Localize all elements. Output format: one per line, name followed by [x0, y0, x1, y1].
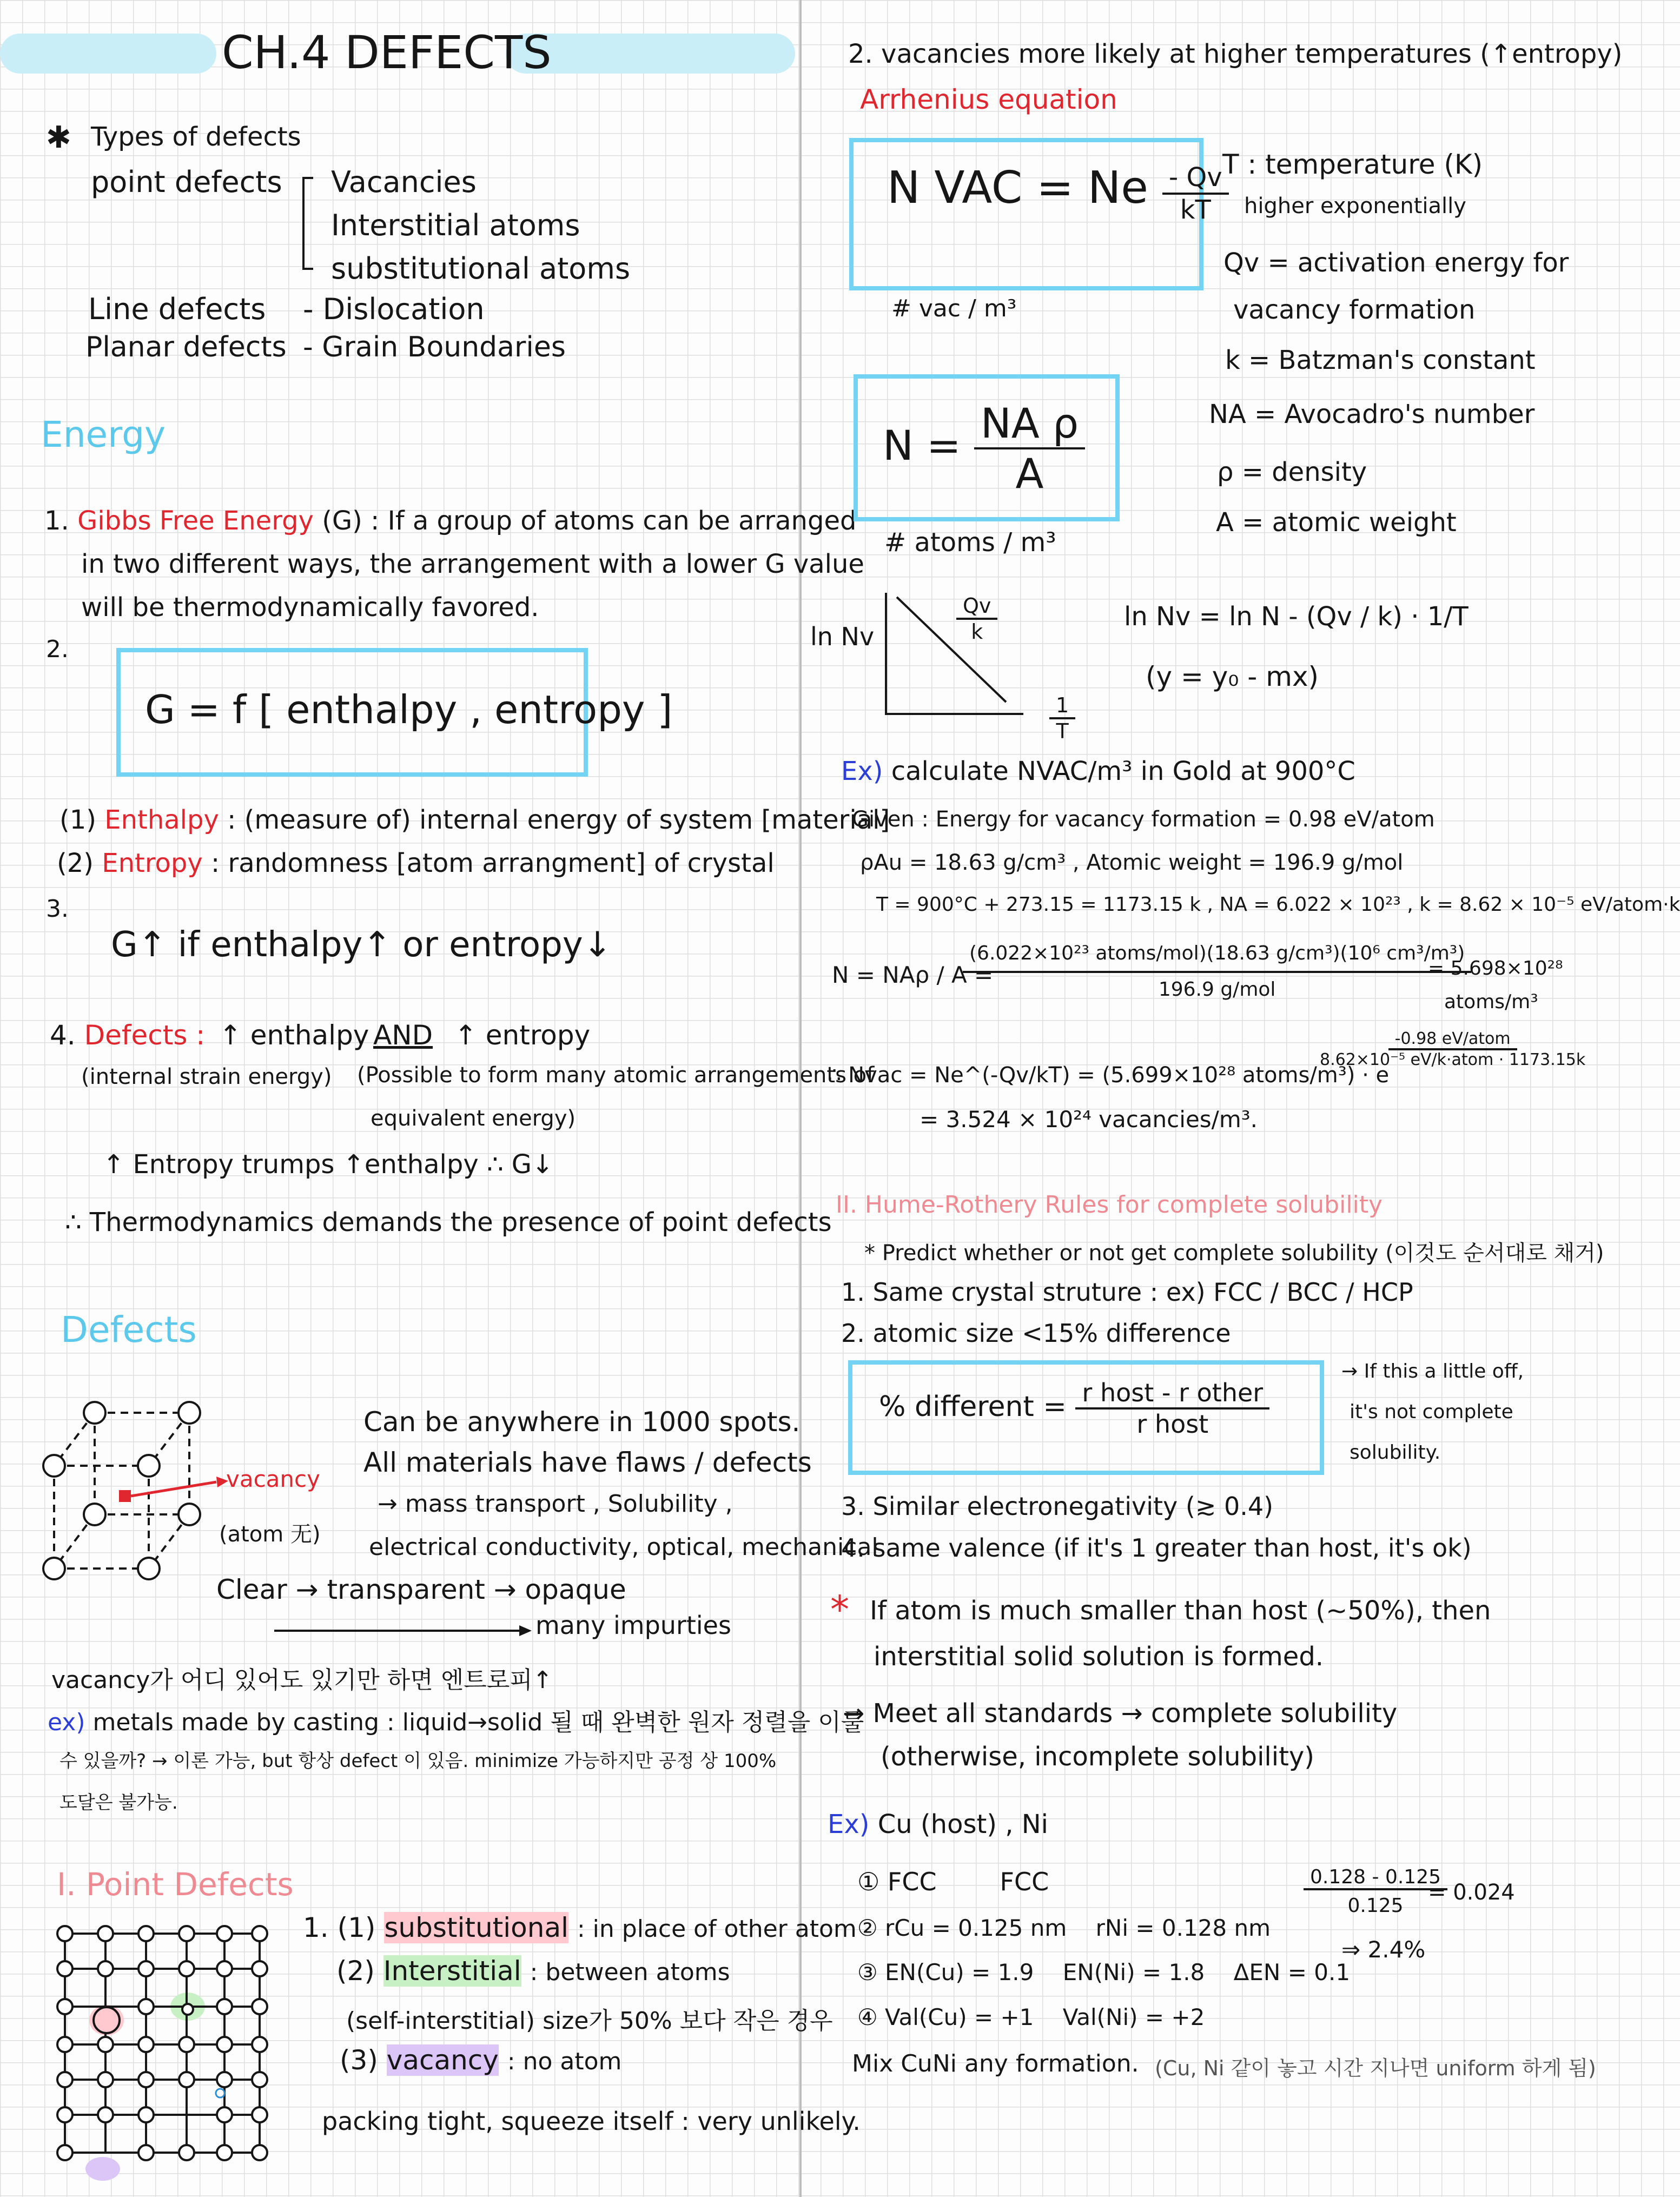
smaller-line-1: If atom is much smaller than host (~50%), then: [870, 1596, 1491, 1626]
ratio-denominator: 0.125: [1347, 1895, 1404, 1917]
energy-heading: Energy: [41, 414, 166, 455]
nvac-equation: [887, 162, 1229, 225]
calc-result-2: atoms/m³: [1444, 991, 1538, 1013]
defects-heading: Defects: [61, 1309, 197, 1351]
casting-text: metals made by casting : liquid→solid 될 때 완벽한 원자 정렬을 이룰: [92, 1709, 864, 1736]
graph-slope: [956, 594, 997, 644]
int-term: Interstitial: [383, 1955, 521, 1987]
legend-atomic-weight: A = atomic weight: [1216, 507, 1457, 538]
ex1-text: calculate NVAC/m³ in Gold at 900°C: [891, 756, 1355, 786]
defects-line: [50, 1020, 205, 1051]
graph-slope-num: Qv: [956, 594, 997, 620]
item-number-4: 4.: [50, 1020, 76, 1051]
temp-line: T = 900°C + 273.15 = 1173.15 k , NA = 6.022 × 10²³ , k = 8.62 × 10⁻⁵ eV/atom·k: [876, 894, 1680, 916]
legend-exponential: higher exponentially: [1244, 194, 1466, 219]
graph-x-den: T: [1056, 719, 1069, 743]
n-equation: [883, 399, 1085, 498]
legend-qv: Qv = activation energy for: [1223, 248, 1569, 278]
n-lhs: N =: [883, 421, 961, 469]
gibbs-term: Gibbs Free Energy: [77, 506, 314, 536]
props-line-2: electrical conductivity, optical, mechanical: [369, 1533, 878, 1561]
legend-density: ρ = density: [1217, 457, 1367, 487]
side-note-3: solubility.: [1350, 1441, 1441, 1464]
predict-line: * Predict whether or not get complete solubility (이것도 순서대로 채거): [864, 1241, 1604, 1266]
graph-slope-fraction: [956, 594, 997, 644]
point-item-vacancies: Vacancies: [331, 165, 477, 199]
int-number: (2): [336, 1955, 375, 1987]
r-line: ② rCu = 0.125 nm rNi = 0.128 nm: [857, 1915, 1271, 1941]
vacancy-marker: [119, 1490, 131, 1502]
int-line: [336, 1955, 730, 1987]
impurity-arrow: [273, 1623, 533, 1639]
sub-line: [303, 1912, 857, 1943]
rho-line: ρAu = 18.63 g/cm³ , Atomic weight = 196.9 g/mol: [860, 850, 1404, 875]
pct-equation: [879, 1378, 1269, 1439]
legend-na: NA = Avocadro's number: [1209, 399, 1535, 429]
int-definition: : between atoms: [530, 1958, 730, 1986]
gibbs-text-1: (G) : If a group of atoms can be arranged: [313, 506, 857, 536]
therefore-line: ∴ Thermodynamics demands the presence of point defects: [65, 1207, 832, 1238]
arrhenius-label: Arrhenius equation: [860, 84, 1117, 115]
page-title: CH.4 DEFECTS: [222, 26, 552, 79]
calc-lhs: N = NAρ / A =: [832, 962, 994, 988]
point-item-substitutional: substitutional atoms: [331, 252, 631, 286]
korean-note-2: 수 있을까? → 이론 가능, but 항상 defect 이 있음. minimize 가능하지만 공정 상 100%: [59, 1750, 777, 1772]
hume-heading: II. Hume-Rothery Rules for complete solubility: [836, 1191, 1383, 1219]
pct-lhs: % different =: [879, 1391, 1067, 1423]
rule-1: 1. Same crystal struture : ex) FCC / BCC / HCP: [841, 1278, 1413, 1307]
calc-fraction: [963, 942, 1471, 1001]
vac-definition: : no atom: [507, 2048, 622, 2075]
item-number-3: 3.: [46, 895, 69, 923]
up-enthalpy: ↑ enthalpy: [219, 1020, 369, 1051]
legend-temperature: T : temperature (K): [1222, 149, 1483, 180]
graph-y-label: ln Nv: [810, 622, 875, 651]
ex-label: ex): [48, 1709, 85, 1736]
graph-x-fraction: [1049, 693, 1075, 743]
and-word: AND: [373, 1020, 433, 1051]
nvac-exp-num: -0.98 eV/atom: [1388, 1029, 1517, 1050]
vac-number: (3): [340, 2044, 378, 2076]
sub-term: substitutional: [384, 1912, 568, 1943]
graph-slope-den: k: [971, 620, 983, 644]
atoms-unit: # atoms / m³: [884, 527, 1056, 558]
mix-note: (Cu, Ni 같이 놓고 시간 지나면 uniform 하게 됨): [1155, 2056, 1596, 2080]
anywhere-line: Can be anywhere in 1000 spots.: [363, 1406, 801, 1438]
lattice-diagram: [46, 1915, 284, 2185]
possible-note-1: (Possible to form many atomic arrangements of: [357, 1063, 875, 1088]
ex2-title: [828, 1809, 1048, 1839]
ex1-label: Ex): [841, 756, 883, 786]
star-mark: *: [830, 1587, 849, 1632]
point-defects-heading: I. Point Defects: [57, 1866, 294, 1903]
vacancy-label: vacancy: [226, 1466, 320, 1492]
mix-line: Mix CuNi any formation.: [852, 2050, 1139, 2077]
nvac-result: = 3.524 × 10²⁴ vacancies/m³.: [920, 1106, 1258, 1133]
smaller-line-2: interstitial solid solution is formed.: [874, 1642, 1324, 1672]
n-numerator: NA ρ: [974, 399, 1085, 449]
korean-note-1: vacancy가 어디 있어도 있기만 하면 엔트로피↑: [51, 1666, 553, 1694]
impurities-label: many impurties: [535, 1611, 731, 1640]
entropy-number: (2): [57, 848, 94, 878]
n-denominator: A: [1015, 449, 1044, 498]
gibbs-number: 1.: [44, 506, 69, 536]
item-number-2: 2.: [46, 636, 69, 663]
ex1-title: [841, 756, 1355, 786]
legend-vacancy-formation: vacancy formation: [1233, 295, 1476, 325]
nvac-exp-fraction: [1320, 1029, 1585, 1069]
point-defects-label: point defects: [91, 165, 282, 199]
pct-denominator: r host: [1136, 1409, 1209, 1439]
entropy-line: [57, 848, 775, 878]
nvac-exp-frac: [1320, 1029, 1585, 1069]
ratio-fraction: [1304, 1866, 1447, 1917]
enthalpy-term: Enthalpy: [104, 805, 219, 835]
nvac-exponent: [1162, 162, 1229, 225]
gibbs-line-1: [44, 506, 856, 536]
korean-note-3: 도달은 불가능.: [59, 1792, 178, 1814]
ratio-result: = 0.024: [1428, 1880, 1515, 1905]
column-divider: [799, 0, 802, 2197]
legend-k: k = Batzman's constant: [1225, 345, 1536, 375]
pct-fraction: [1075, 1378, 1269, 1439]
up-entropy: ↑ entropy: [454, 1020, 591, 1051]
vac-line: [340, 2044, 621, 2076]
point-defects-bracket: [300, 176, 316, 273]
gibbs-line-2: in two different ways, the arrangement with a lower G value: [81, 549, 864, 579]
point-item-interstitial: Interstitial atoms: [331, 208, 580, 242]
flaws-line: All materials have flaws / defects: [363, 1447, 812, 1478]
sub-number: 1. (1): [303, 1912, 376, 1943]
pct-numerator: r host - r other: [1075, 1378, 1269, 1409]
n-fraction: [974, 399, 1085, 498]
enthalpy-definition: : (measure of) internal energy of system [material]: [227, 805, 890, 835]
entropy-definition: : randomness [atom arrangment] of crystal: [211, 848, 775, 878]
props-line-1: → mass transport , Solubility ,: [378, 1490, 733, 1518]
nvac-exponent-den: kT: [1180, 195, 1211, 225]
g-rule: G↑ if enthalpy↑ or entropy↓: [111, 925, 612, 965]
calc-denominator: 196.9 g/mol: [1158, 978, 1276, 1001]
defects-term: Defects :: [84, 1020, 206, 1051]
line-defects-label: Line defects: [88, 292, 266, 326]
ratio-numerator: 0.128 - 0.125: [1304, 1866, 1447, 1890]
title-highlight-left: [0, 34, 216, 74]
casting-line: [48, 1703, 864, 1737]
line-defects-item: - Dislocation: [303, 292, 485, 326]
nvac-lhs: N VAC = Ne: [887, 162, 1148, 214]
enthalpy-number: (1): [59, 805, 96, 835]
ex2-label: Ex): [828, 1809, 870, 1839]
possible-note-2: equivalent energy): [371, 1106, 576, 1131]
rule-4: 4. same valence (if it's 1 greater than host, it's ok): [841, 1533, 1472, 1563]
vac-temp-line: 2. vacancies more likely at higher temperatures (↑entropy): [848, 39, 1623, 69]
ratio-frac: [1304, 1866, 1447, 1917]
calc-frac: [963, 942, 1471, 1001]
rule-3: 3. Similar electronegativity (≳ 0.4): [841, 1492, 1274, 1521]
rule-2: 2. atomic size <15% difference: [841, 1319, 1231, 1348]
packing-line: packing tight, squeeze itself : very unlikely.: [322, 2107, 861, 2136]
entropy-term: Entropy: [102, 848, 203, 878]
line-equation: (y = y₀ - mx): [1146, 661, 1319, 692]
nvac-exponent-num: - Qv: [1162, 162, 1229, 195]
nvac-calc: ∴ Nvac = Ne^(-Qv/kT) = (5.699×10²⁸ atoms/m³) · e: [828, 1063, 1390, 1088]
meet-line-2: (otherwise, incomplete solubility): [881, 1742, 1315, 1772]
calc-result-1: = 5.698×10²⁸: [1428, 957, 1563, 980]
nvac-exp-den: 8.62×10⁻⁵ eV/k·atom · 1173.15k: [1320, 1050, 1586, 1069]
graph-x-label: [1049, 693, 1075, 743]
given-line: Given : Energy for vacancy formation = 0.98 eV/atom: [852, 807, 1435, 832]
graph-x-num: 1: [1049, 693, 1075, 719]
types-heading: Types of defects: [91, 122, 301, 152]
side-note-1: → If this a little off,: [1341, 1360, 1524, 1382]
vac-term: vacancy: [386, 2044, 499, 2076]
gibbs-line-3: will be thermodynamically favored.: [81, 592, 539, 623]
ln-nv-graph: [882, 590, 1028, 719]
g-equation: G = f [ enthalpy , entropy ]: [145, 687, 673, 732]
self-interstitial-line: (self-interstitial) size가 50% 보다 작은 경우: [346, 2007, 833, 2035]
ln-equation: ln Nv = ln N - (Qv / k) · 1/T: [1124, 601, 1469, 632]
enthalpy-line: [59, 805, 890, 835]
ratio-percent: ⇒ 2.4%: [1341, 1936, 1426, 1963]
types-star: ✱: [46, 120, 71, 155]
fcc-line: ① FCC FCC: [857, 1867, 1049, 1896]
val-line: ④ Val(Cu) = +1 Val(Ni) = +2: [857, 2004, 1205, 2030]
planar-defects-label: Planar defects: [85, 331, 287, 363]
vacancy-sub-label: (atom 无): [219, 1522, 321, 1547]
clear-line: Clear → transparent → opaque: [216, 1574, 626, 1605]
calc-numerator: (6.022×10²³ atoms/mol)(18.63 g/cm³)(10⁶ cm³/m³): [963, 942, 1471, 973]
side-note-2: it's not complete: [1350, 1401, 1513, 1423]
vac-unit: # vac / m³: [891, 295, 1017, 322]
ex2-text: Cu (host) , Ni: [877, 1809, 1049, 1839]
planar-defects-item: - Grain Boundaries: [303, 331, 566, 363]
strain-note: (internal strain energy): [81, 1064, 332, 1089]
trumps-line: ↑ Entropy trumps ↑enthalpy ∴ G↓: [103, 1149, 554, 1180]
meet-line-1: → Meet all standards → complete solubility: [843, 1698, 1398, 1729]
en-line: ③ EN(Cu) = 1.9 EN(Ni) = 1.8 ΔEN = 0.1: [857, 1959, 1351, 1986]
sub-definition: : in place of other atom: [577, 1915, 857, 1943]
